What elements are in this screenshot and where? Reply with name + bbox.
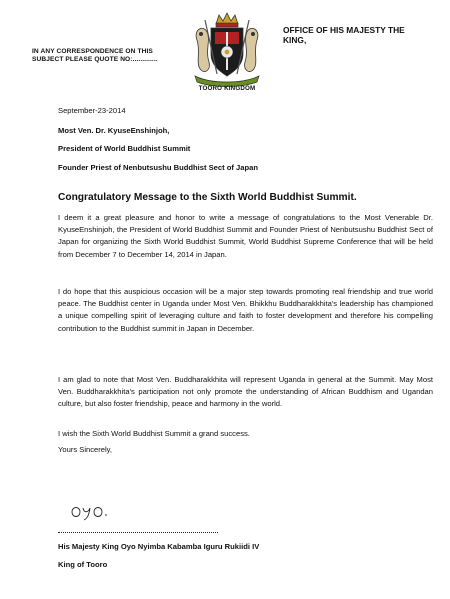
paragraph-2-text: I do hope that this auspicious occasion will be a major step towards promoting real friendship and true world peace. The Buddhist center in Uganda under Most Ven. Bhikkhu Buddharakkhita's leadership has championed a unique compelling spirit of leveraging culture and faith to foster development and therefore his compelling contribution to the Buddhist summit in Japan in December. (58, 287, 433, 333)
letter-subject: Congratulatory Message to the Sixth World Buddhist Summit. (58, 192, 357, 203)
paragraph-1-text: I deem it a great pleasure and honor to write a message of congratulations to the Most Venerable Dr. KyuseEnshinjoh, the President of World Buddhist Summit and Founder Priest of Nenbutsushu Buddhist Sect of Japan for organizing the Sixth World Buddhist Summit, World Buddhist Supreme Conference that will be held from December 7 to December 14, 2014 in Japan. (58, 213, 433, 259)
reference-note-line2: SUBJECT PLEASE QUOTE NO:............. (32, 56, 158, 63)
recipient-name: Most Ven. Dr. KyuseEnshinjoh, (58, 126, 170, 135)
paragraph-4-text: I wish the Sixth World Buddhist Summit a grand success. (58, 429, 250, 438)
paragraph-4 (58, 428, 433, 440)
recipient-title-2: Founder Priest of Nenbutsushu Buddhist Sect of Japan (58, 163, 258, 172)
handwritten-signature (70, 500, 140, 522)
letter-date: September-23-2014 (58, 106, 126, 115)
office-heading-line1: OFFICE OF HIS MAJESTY THE (283, 25, 405, 35)
signer-title: King of Tooro (58, 560, 108, 569)
royal-coat-of-arms-icon (183, 10, 271, 92)
paragraph-3-text: I am glad to note that Most Ven. Buddharakkhita will represent Uganda in general at the Summit. May Most Ven. Buddharakkhita's participation not only promote the understanding of African Buddhism and Ugandan culture, but also foster friendship, peace and harmony in the world. (58, 375, 433, 409)
closing-text: Yours Sincerely, (58, 445, 113, 454)
reference-note-line1: IN ANY CORRESPONDENCE ON THIS (32, 48, 153, 55)
paragraph-3 (58, 374, 433, 411)
office-heading-line2: KING, (283, 35, 307, 45)
paragraph-2 (58, 286, 433, 335)
closing (58, 444, 433, 456)
reference-note (32, 48, 182, 64)
crest-caption: TOORO KINGDOM (198, 85, 256, 92)
office-heading (283, 25, 443, 45)
signature-line (58, 532, 218, 535)
signer-name: His Majesty King Oyo Nyimba Kabamba Iguru Rukiidi IV (58, 542, 260, 551)
paragraph-1 (58, 212, 433, 261)
recipient-title-1: President of World Buddhist Summit (58, 144, 191, 153)
